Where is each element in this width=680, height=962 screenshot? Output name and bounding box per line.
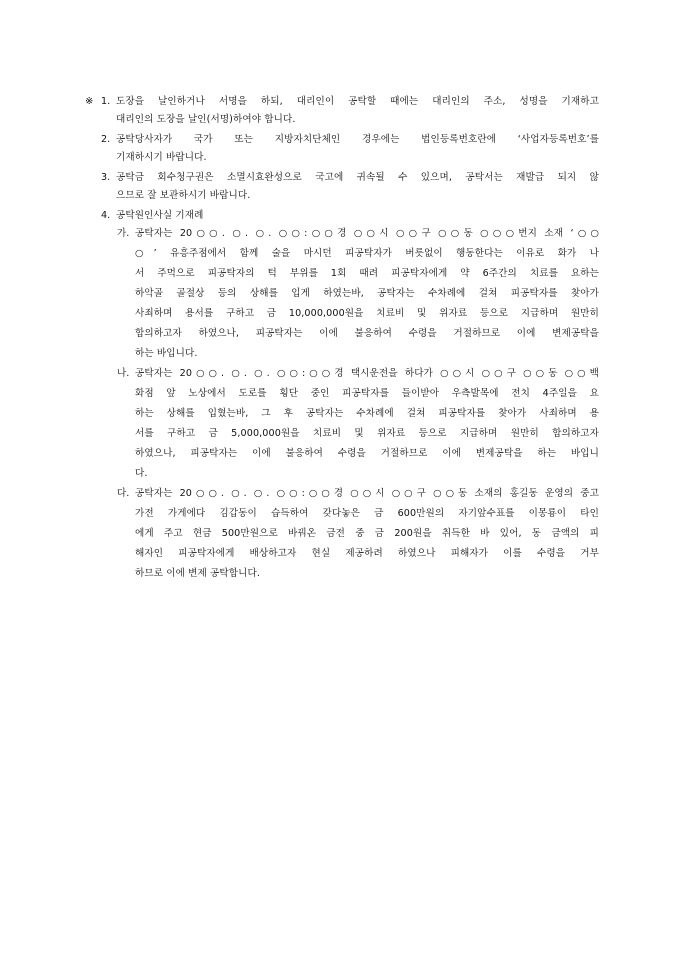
note-item-text-line: 기재하시기 바랍니다. xyxy=(116,152,207,163)
example-text-line: 서를 구하고 금 5,000,000원을 치료비 및 위자료 등으로 지급하며 원만히 합의하고자 xyxy=(135,428,599,439)
note-item-text-line: 대리인의 도장을 날인(서명)하여야 합니다. xyxy=(116,114,296,125)
example-text-line: 공탁자는 20○○. ○. ○. ○○:○○경 택시운전을 하다가 ○○시 ○○구 ○○동 ○○백 xyxy=(135,368,599,379)
example-text-line: 다. xyxy=(135,468,148,479)
example-text-line: 하는 바입니다. xyxy=(135,348,198,359)
example-text-line: ○’ 유흥주점에서 함께 술을 마시던 피공탁자가 버릇없이 행동한다는 이유로 화가 나 xyxy=(135,248,599,259)
example-text-line: 해자인 피공탁자에게 배상하고자 현실 제공하려 하였으나 피해자가 이를 수령을 거부 xyxy=(135,548,599,559)
example-text-line: 공탁자는 20○○. ○. ○. ○○:○○경 ○○시 ○○구 ○○동 소재의 홍길동 운영의 중고 xyxy=(135,488,599,499)
example-text-line: 에게 주고 현금 500만원으로 바꿔온 금전 중 금 200원을 취득한 바 있어, 동 금액의 피 xyxy=(135,528,599,539)
note-mark: ※ xyxy=(85,96,94,107)
example-label: 가. xyxy=(117,228,130,239)
example-text-line: 하악골 골절상 등의 상해를 입게 하였는바, 공탁자는 수차례에 걸쳐 피공탁자를 찾아가 xyxy=(135,288,599,299)
note-item-number: 4. xyxy=(101,210,111,221)
example-text-line: 화점 앞 노상에서 도로를 횡단 중인 피공탁자를 들이받아 우측발목에 전치 4주일을 요 xyxy=(135,388,599,399)
example-text-line: 합의하고자 하였으나, 피공탁자는 이에 불응하여 수령을 거절하므로 이에 변제공탁을 xyxy=(135,328,599,339)
note-item-text-line: 공탁당사자가 국가 또는 지방자치단체인 경우에는 법인등록번호란에 ‘사업자등록번호’를 xyxy=(116,134,599,145)
note-item-number: 2. xyxy=(101,134,111,145)
example-text-line: 하므로 이에 변제 공탁합니다. xyxy=(135,568,261,579)
note-item-heading: 공탁원인사실 기재례 xyxy=(116,210,204,221)
example-label: 다. xyxy=(117,488,130,499)
example-label: 나. xyxy=(117,368,130,379)
note-item-number: 3. xyxy=(101,172,111,183)
note-item-text-line: 도장을 날인하거나 서명을 하되, 대리인이 공탁할 때에는 대리인의 주소, 성명을 기재하고 xyxy=(116,96,599,107)
note-item-text-line: 공탁금 회수청구권은 소멸시효완성으로 국고에 귀속될 수 있으며, 공탁서는 재발급 되지 않 xyxy=(116,172,599,183)
example-text-line: 가전 가게에다 김갑동이 습득하여 갖다놓은 금 600만원의 자기앞수표를 이몽룡이 타인 xyxy=(135,508,599,519)
example-text-line: 하였으나, 피공탁자는 이에 불응하여 수령을 거절하므로 이에 변제공탁을 하는 바입니 xyxy=(135,448,599,459)
example-text-line: 하는 상해를 입혔는바, 그 후 공탁자는 수차례에 걸쳐 피공탁자를 찾아가 사죄하며 용 xyxy=(135,408,599,419)
example-text-line: 공탁자는 20○○. ○. ○. ○○:○○경 ○○시 ○○구 ○○동 ○○○번지 소재 ‘○○ xyxy=(135,228,599,239)
example-text-line: 사죄하며 용서를 구하고 금 10,000,000원을 치료비 및 위자료 등으로 지급하며 원만히 xyxy=(135,308,599,319)
note-item-number: 1. xyxy=(101,96,111,107)
note-item-text-line: 으므로 잘 보관하시기 바랍니다. xyxy=(116,190,251,201)
example-text-line: 서 주먹으로 피공탁자의 턱 부위를 1회 때려 피공탁자에게 약 6주간의 치료를 요하는 xyxy=(135,268,599,279)
